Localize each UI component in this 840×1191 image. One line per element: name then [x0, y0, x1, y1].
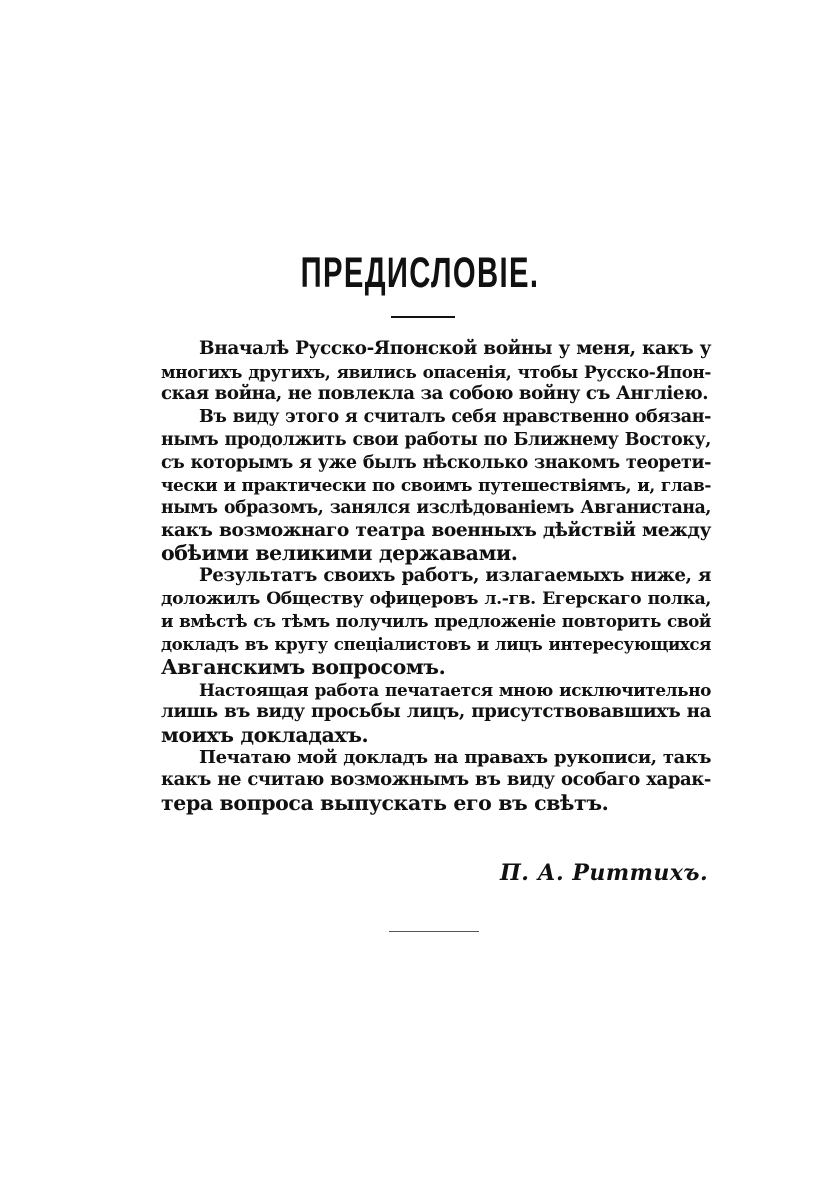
text-line: нымъ образомъ, занялся изслѣдованіемъ Авганистана, — [161, 497, 711, 518]
text-line: какъ не считаю возможнымъ въ виду особаго харак- — [161, 769, 711, 791]
text-line: Результатъ своихъ работъ, излагаемыхъ ниже, я — [199, 565, 711, 587]
paragraph-4 — [161, 679, 711, 747]
paragraph-3 — [161, 565, 711, 679]
text-line: Настоящая работа печатается мною исключительно — [199, 679, 711, 700]
text-line: многихъ другихъ, явились опасенія, чтобы Русско-Япон- — [161, 361, 711, 382]
text-line: лишь въ виду просьбы лицъ, присутствовавшихъ на — [161, 701, 711, 723]
text-line: докладъ въ кругу спеціалистовъ и лицъ интересующихся — [161, 634, 711, 655]
text-line: тера вопроса выпускать его въ свѣтъ. — [161, 791, 609, 816]
text-line: какъ возможнаго театра военныхъ дѣйствій между — [161, 519, 711, 541]
paragraph-1 — [161, 338, 711, 406]
text-line: нымъ продолжить свои работы по Ближнему Востоку, — [161, 429, 711, 450]
text-line: моихъ докладахъ. — [161, 722, 369, 747]
end-divider — [389, 931, 479, 932]
text-line: съ которымъ я уже былъ нѣсколько знакомъ теорети- — [161, 452, 711, 473]
author-signature: П. А. Риттихъ. — [500, 860, 709, 886]
paragraph-2 — [161, 406, 711, 565]
text-line: чески и практически по своимъ путешествіямъ, и, глав- — [161, 475, 711, 496]
title-divider — [391, 316, 455, 318]
text-line: Въ виду этого я считалъ себя нравственно обязан- — [199, 407, 711, 428]
text-line: Авганскимъ вопросомъ. — [161, 654, 446, 679]
paragraph-5 — [161, 747, 711, 815]
text-line: доложилъ Обществу офицеровъ л.-гв. Егерскаго полка, — [161, 588, 711, 609]
page-title: ПРЕДИСЛОВІЕ. — [300, 249, 540, 297]
text-line: ская война, не повлекла за собою войну съ Англіею. — [161, 383, 709, 405]
text-line: обѣими великими державами. — [161, 541, 518, 566]
preface-body — [161, 338, 711, 815]
text-line: и вмѣстѣ съ тѣмъ получилъ предложеніе повторить свой — [161, 611, 711, 632]
text-line: Вначалѣ Русско-Японской войны у меня, какъ у — [199, 338, 711, 359]
text-line: Печатаю мой докладъ на правахъ рукописи, такъ — [199, 746, 711, 768]
